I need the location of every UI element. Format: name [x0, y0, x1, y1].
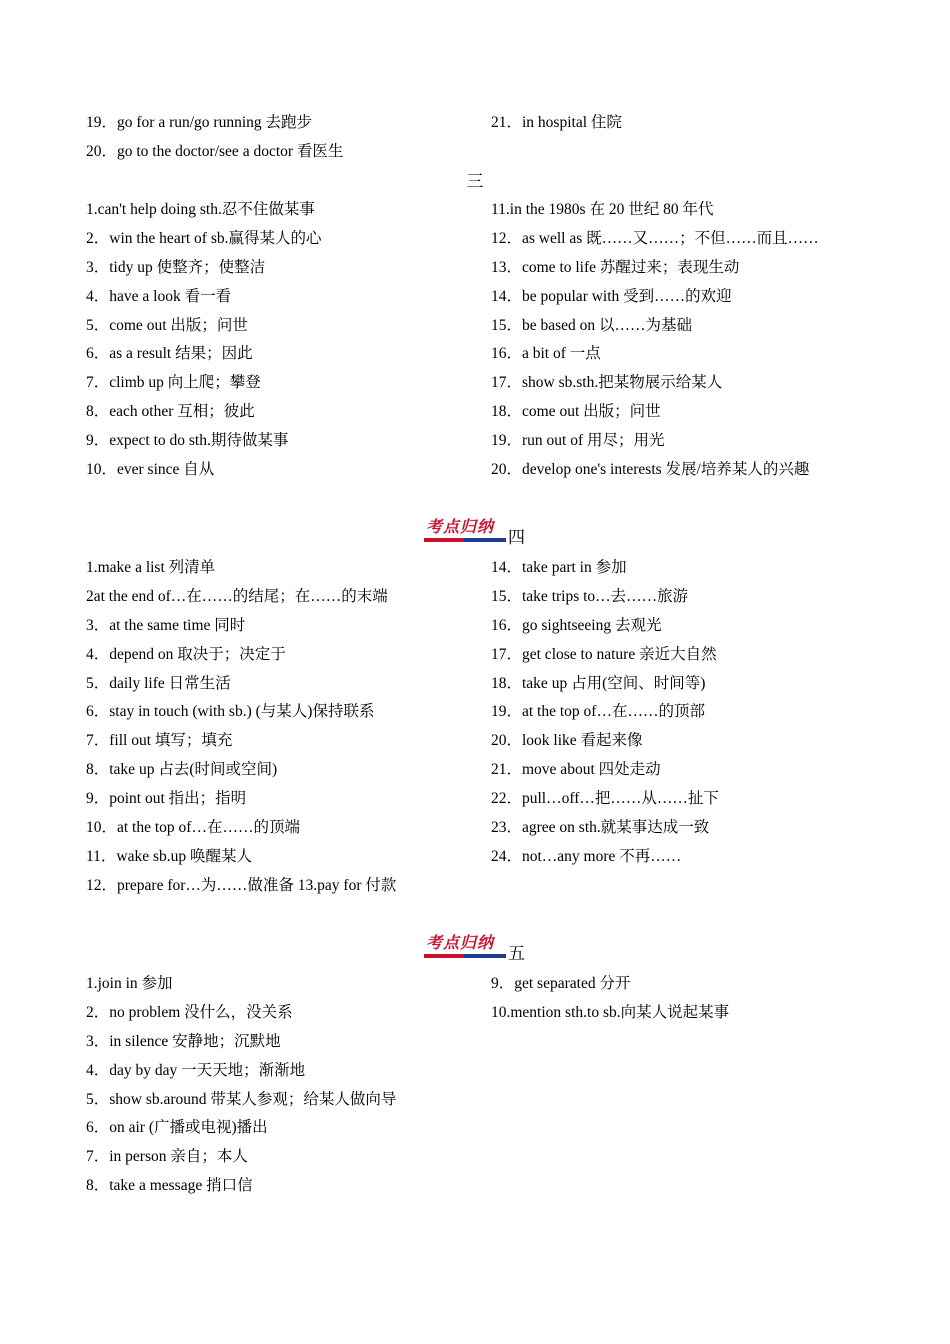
logo-underline-blue [464, 538, 506, 542]
section-4-right-column [491, 554, 891, 872]
phrase-item: 17．get close to nature 亲近大自然 [491, 645, 717, 663]
section-5-left-column [86, 970, 486, 1201]
phrase-item: 8．each other 互相；彼此 [86, 403, 255, 421]
logo-underline-red [424, 954, 464, 958]
phrase-item: 2．no problem 没什么，没关系 [86, 1003, 293, 1021]
phrase-item: 14．be popular with 受到……的欢迎 [491, 287, 732, 305]
phrase-item: 21．in hospital 住院 [491, 114, 622, 131]
phrase-item: 24．not…any more 不再…… [491, 847, 682, 865]
phrase-item: 1.make a list 列清单 [86, 559, 216, 576]
logo-underline-blue [464, 954, 506, 958]
section-3-left-column [86, 196, 486, 485]
phrase-item: 18．take up 占用(空间、时间等) [491, 674, 706, 692]
section-4-left-column [86, 554, 486, 901]
phrase-item: 1.can't help doing sth.忍不住做某事 [86, 201, 315, 218]
phrase-item: 19．at the top of…在……的顶部 [491, 703, 705, 721]
section-3-heading: 三 [466, 172, 484, 191]
phrase-item: 15．be based on 以……为基础 [491, 316, 693, 334]
section-5-heading: 五 [508, 944, 525, 963]
top-right-column [491, 109, 891, 138]
phrase-item: 7．fill out 填写；填充 [86, 732, 233, 750]
logo-underline-red [424, 538, 464, 542]
phrase-item: 2at the end of…在……的结尾；在……的末端 [86, 587, 388, 605]
phrase-item: 12．prepare for…为……做准备 13.pay for 付款 [86, 876, 397, 894]
phrase-item: 6．as a result 结果；因此 [86, 345, 253, 363]
logo-text: 考点归纳 [426, 933, 495, 952]
phrase-item: 6．stay in touch (with sb.) (与某人)保持联系 [86, 703, 375, 721]
top-left-column [86, 109, 486, 167]
phrase-item: 20．develop one's interests 发展/培养某人的兴趣 [491, 461, 810, 479]
section-4-heading: 四 [508, 528, 525, 547]
phrase-item: 2．win the heart of sb.赢得某人的心 [86, 229, 322, 247]
phrase-item: 7．climb up 向上爬；攀登 [86, 374, 261, 392]
key-points-logo [424, 928, 506, 956]
phrase-item: 5．come out 出版；问世 [86, 316, 248, 334]
phrase-item: 18．come out 出版；问世 [491, 403, 661, 421]
phrase-item: 13．come to life 苏醒过来；表现生动 [491, 258, 740, 276]
section-5-right-column [491, 970, 891, 1028]
phrase-item: 4．depend on 取决于；决定于 [86, 645, 286, 663]
phrase-item: 4．have a look 看一看 [86, 287, 232, 305]
phrase-item: 21．move about 四处走动 [491, 761, 661, 779]
phrase-item: 8．take a message 捎口信 [86, 1177, 253, 1195]
phrase-item: 11．wake sb.up 唤醒某人 [86, 847, 253, 865]
phrase-item: 7．in person 亲自；本人 [86, 1148, 248, 1166]
phrase-item: 9．get separated 分开 [491, 975, 631, 992]
logo-text: 考点归纳 [426, 517, 495, 536]
section-3-right-column [491, 196, 931, 485]
phrase-item: 11.in the 1980s 在 20 世纪 80 年代 [491, 201, 714, 218]
phrase-item: 3．in silence 安静地；沉默地 [86, 1032, 281, 1050]
phrase-item: 16．go sightseeing 去观光 [491, 616, 662, 634]
phrase-item: 9．point out 指出；指明 [86, 790, 247, 808]
phrase-item: 5．daily life 日常生活 [86, 674, 231, 692]
phrase-item: 10.mention sth.to sb.向某人说起某事 [491, 1003, 730, 1021]
phrase-item: 3．tidy up 使整齐；使整洁 [86, 258, 266, 276]
phrase-item: 23．agree on sth.就某事达成一致 [491, 819, 710, 837]
phrase-item: 12．as well as 既……又……；不但……而且…… [491, 229, 819, 247]
key-points-logo [424, 512, 506, 540]
phrase-item: 17．show sb.sth.把某物展示给某人 [491, 374, 723, 392]
phrase-item: 16．a bit of 一点 [491, 345, 601, 363]
phrase-item: 10．at the top of…在……的顶端 [86, 819, 300, 837]
phrase-item: 20．go to the doctor/see a doctor 看医生 [86, 142, 344, 160]
phrase-item: 15．take trips to…去……旅游 [491, 587, 689, 605]
phrase-item: 5．show sb.around 带某人参观；给某人做向导 [86, 1090, 397, 1108]
phrase-item: 3．at the same time 同时 [86, 616, 246, 634]
phrase-item: 6．on air (广播或电视)播出 [86, 1119, 268, 1137]
phrase-item: 14．take part in 参加 [491, 559, 627, 576]
phrase-item: 10．ever since 自从 [86, 461, 215, 479]
phrase-item: 8．take up 占去(时间或空间) [86, 761, 278, 779]
phrase-item: 22．pull…off…把……从……扯下 [491, 790, 719, 808]
phrase-item: 20．look like 看起来像 [491, 732, 643, 750]
phrase-item: 1.join in 参加 [86, 975, 173, 992]
phrase-item: 19．run out of 用尽；用光 [491, 432, 665, 450]
phrase-item: 19．go for a run/go running 去跑步 [86, 114, 313, 131]
phrase-item: 4．day by day 一天天地；渐渐地 [86, 1061, 306, 1079]
phrase-item: 9．expect to do sth.期待做某事 [86, 432, 289, 450]
